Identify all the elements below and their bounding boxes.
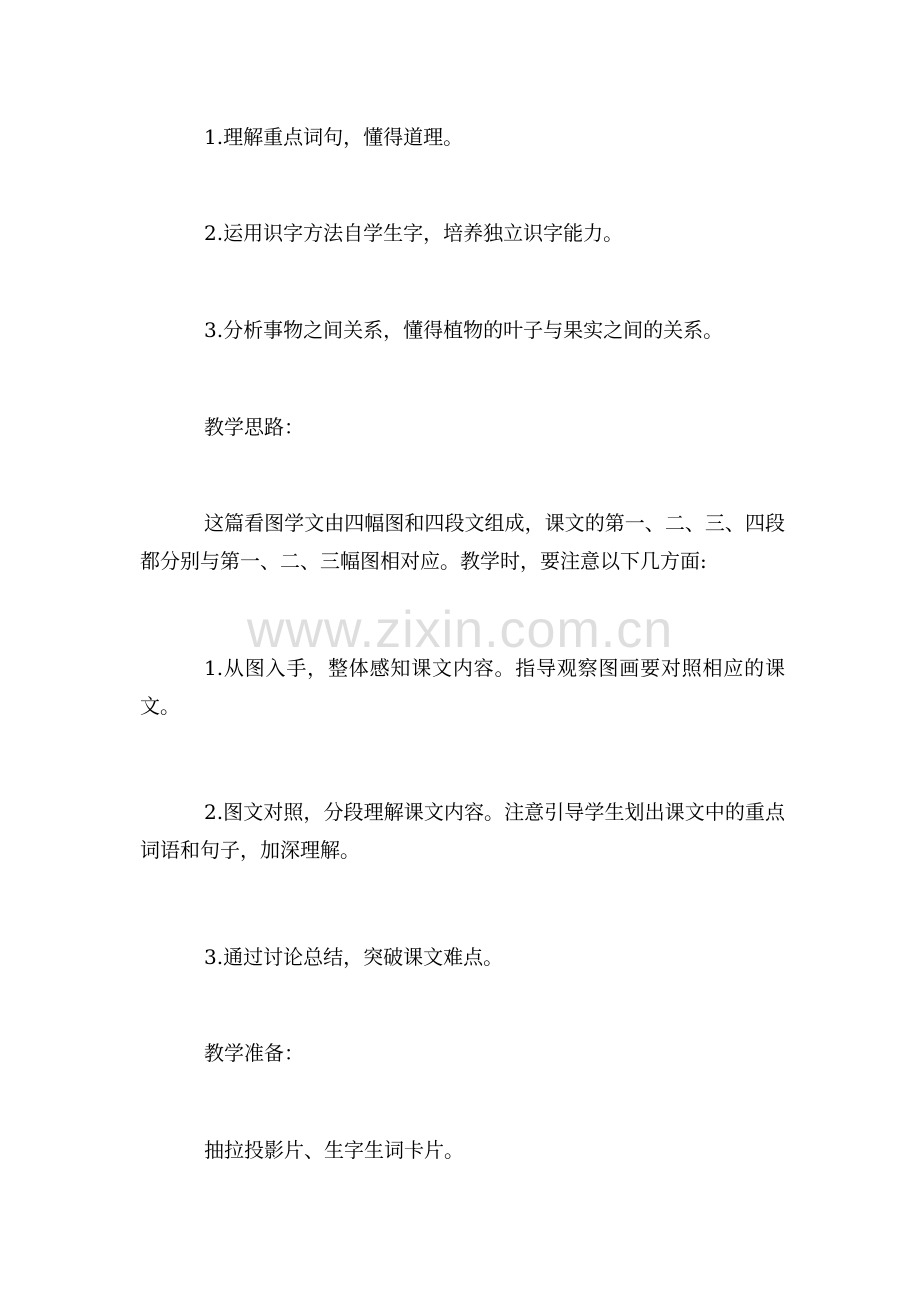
teaching-preparation-items-text: 抽拉投影片、生字生词卡片。 [204, 1138, 464, 1162]
objective-1 [140, 118, 785, 156]
teaching-preparation-heading [140, 1034, 785, 1072]
teaching-approach-intro-text: 这篇看图学文由四幅图和四段文组成，课文的第一、二、三、四段都分别与第一、二、三幅图相对应。教学时，要注意以下几方面: [140, 511, 785, 573]
approach-point-1-text: 1.从图入手，整体感知课文内容。指导观察图画要对照相应的课文。 [140, 656, 785, 718]
approach-point-2 [140, 793, 785, 869]
approach-point-3 [140, 938, 785, 976]
approach-point-2-text: 2.图文对照，分段理解课文内容。注意引导学生划出课文中的重点词语和句子，加深理解。 [140, 800, 785, 862]
objective-3 [140, 311, 785, 349]
watermark: www.zixin.com.cn [246, 601, 674, 659]
teaching-approach-heading [140, 408, 785, 446]
teaching-approach-intro [140, 504, 785, 580]
objective-3-text: 3.分析事物之间关系，懂得植物的叶子与果实之间的关系。 [204, 318, 724, 342]
objective-2-text: 2.运用识字方法自学生字，培养独立识字能力。 [204, 221, 624, 245]
teaching-preparation-heading-text: 教学准备： [204, 1041, 304, 1065]
teaching-preparation-items [140, 1131, 785, 1169]
objective-2 [140, 214, 785, 252]
objective-1-text: 1.理解重点词句，懂得道理。 [204, 125, 464, 149]
approach-point-3-text: 3.通过讨论总结，突破课文难点。 [204, 945, 504, 969]
teaching-approach-heading-text: 教学思路： [204, 415, 304, 439]
approach-point-1 [140, 649, 785, 725]
